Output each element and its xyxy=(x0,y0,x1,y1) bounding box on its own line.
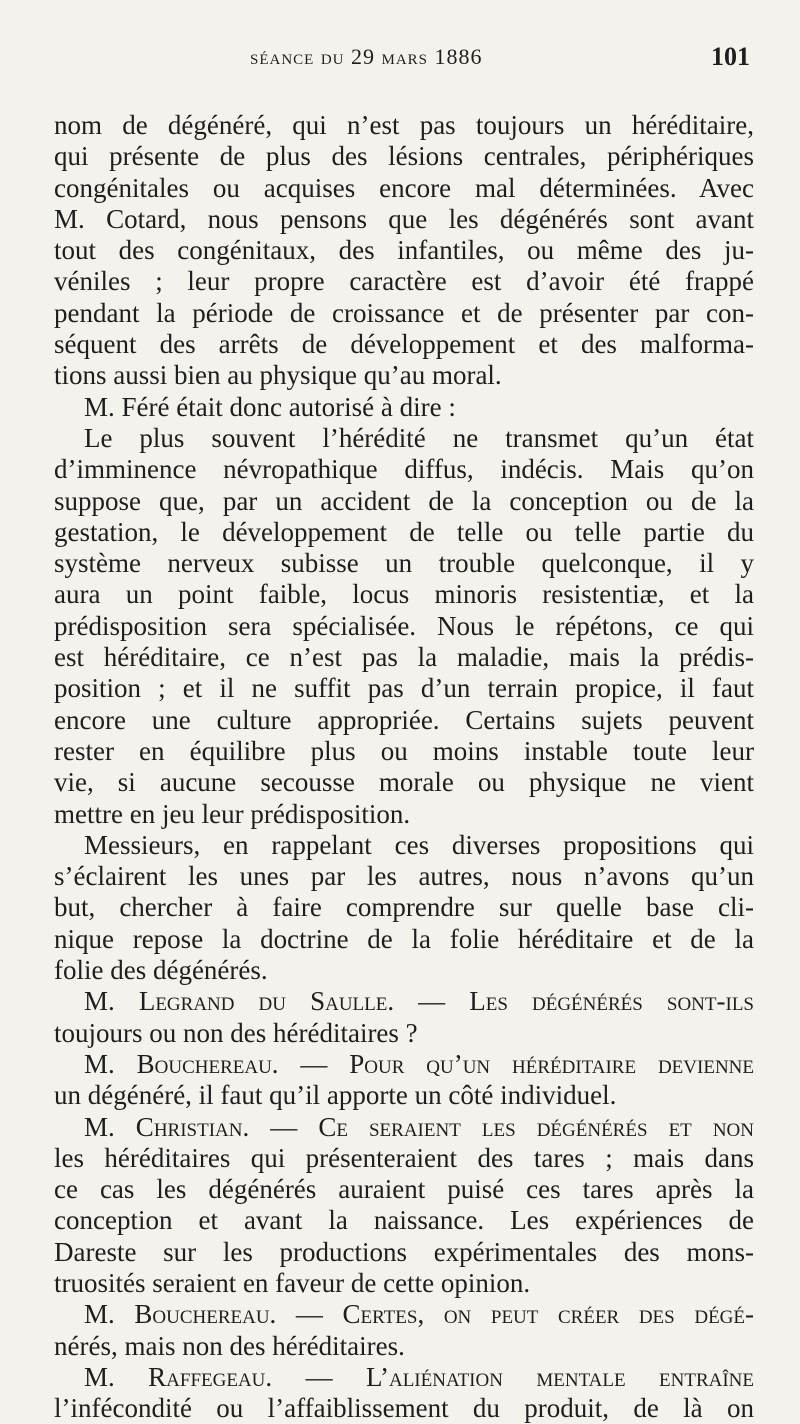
text-line: les héréditaires qui présenteraient des tares ; mais dans xyxy=(54,1142,754,1173)
text-line: l’infécondité ou l’affaiblissement du produit, de là on xyxy=(54,1393,754,1424)
page-number: 101 xyxy=(711,42,750,71)
text-line: nérés, mais non des héréditaires. xyxy=(54,1330,405,1361)
text-line: Messieurs, en rappelant ces diverses propositions qui xyxy=(84,829,754,860)
text-line: gestation, le développement de telle ou telle partie du xyxy=(54,516,754,547)
text-line: truosités seraient en faveur de cette opinion. xyxy=(54,1267,531,1298)
text-line: M. Féré était donc autorisé à dire : xyxy=(84,391,456,422)
text-line: aura un point faible, locus minoris resistentiæ, et la xyxy=(54,579,754,610)
text-line: prédisposition sera spécialisée. Nous le répétons, ce qui xyxy=(54,610,754,641)
text-line: d’imminence névropathique diffus, indécis. Mais qu’on xyxy=(54,454,754,485)
text-line: M. Raffegeau. — L’aliénation mentale entraîne xyxy=(84,1361,754,1392)
text-line: qui présente de plus des lésions centrales, périphériques xyxy=(54,141,754,172)
text-line: position ; et il ne suffit pas d’un terrain propice, il faut xyxy=(54,673,754,704)
text-line: Le plus souvent l’hérédité ne transmet qu’un état xyxy=(84,422,754,453)
text-line: vie, si aucune secousse morale ou physique ne vient xyxy=(54,767,754,798)
text-line: nom de dégénéré, qui n’est pas toujours un héréditaire, xyxy=(54,110,754,140)
text-line: conception et avant la naissance. Les expériences de xyxy=(54,1205,754,1236)
text-line: rester en équilibre plus ou moins instable toute leur xyxy=(54,735,754,766)
text-line: suppose que, par un accident de la conception ou de la xyxy=(54,485,754,516)
body-text xyxy=(54,110,754,1424)
text-line: M. Bouchereau. — Pour qu’un héréditaire devienne xyxy=(84,1048,754,1079)
text-line: est héréditaire, ce n’est pas la maladie, mais la prédis- xyxy=(54,642,754,673)
text-line: congénitales ou acquises encore mal déterminées. Avec xyxy=(54,172,754,203)
text-line: M. Christian. — Ce seraient les dégénérés et non xyxy=(84,1111,754,1142)
text-line: folie des dégénérés. xyxy=(54,955,268,986)
text-line: un dégénéré, il faut qu’il apporte un côté individuel. xyxy=(54,1080,617,1111)
text-line: toujours ou non des héréditaires ? xyxy=(54,1017,418,1048)
text-line: encore une culture appropriée. Certains sujets peuvent xyxy=(54,704,754,735)
text-line: mettre en jeu leur prédisposition. xyxy=(54,798,411,829)
text-line: M. Cotard, nous pensons que les dégénérés sont avant xyxy=(54,203,754,234)
text-line: but, chercher à faire comprendre sur quelle base cli- xyxy=(54,892,754,923)
text-line: nique repose la doctrine de la folie héréditaire et de la xyxy=(54,923,754,954)
text-line: ce cas les dégénérés auraient puisé ces tares après la xyxy=(54,1174,754,1205)
text-line: Dareste sur les productions expérimentales des mons- xyxy=(54,1236,754,1267)
text-line: s’éclairent les unes par les autres, nous n’avons qu’un xyxy=(54,861,754,892)
text-line: tions aussi bien au physique qu’au moral. xyxy=(54,360,502,391)
text-line: tout des congénitaux, des infantiles, ou même des ju- xyxy=(54,235,754,266)
running-title: séance du 29 mars 1886 xyxy=(250,44,483,69)
text-line: système nerveux subisse un trouble quelconque, il y xyxy=(54,548,754,579)
text-line: M. Bouchereau. — Certes, on peut créer des dégé- xyxy=(84,1299,754,1330)
text-line: pendant la période de croissance et de présenter par con- xyxy=(54,297,754,328)
running-head xyxy=(54,36,754,76)
text-line: M. Legrand du Saulle. — Les dégénérés sont-ils xyxy=(84,986,754,1017)
text-line: séquent des arrêts de développement et des malforma- xyxy=(54,329,754,360)
text-line: véniles ; leur propre caractère est d’avoir été frappé xyxy=(54,266,754,297)
